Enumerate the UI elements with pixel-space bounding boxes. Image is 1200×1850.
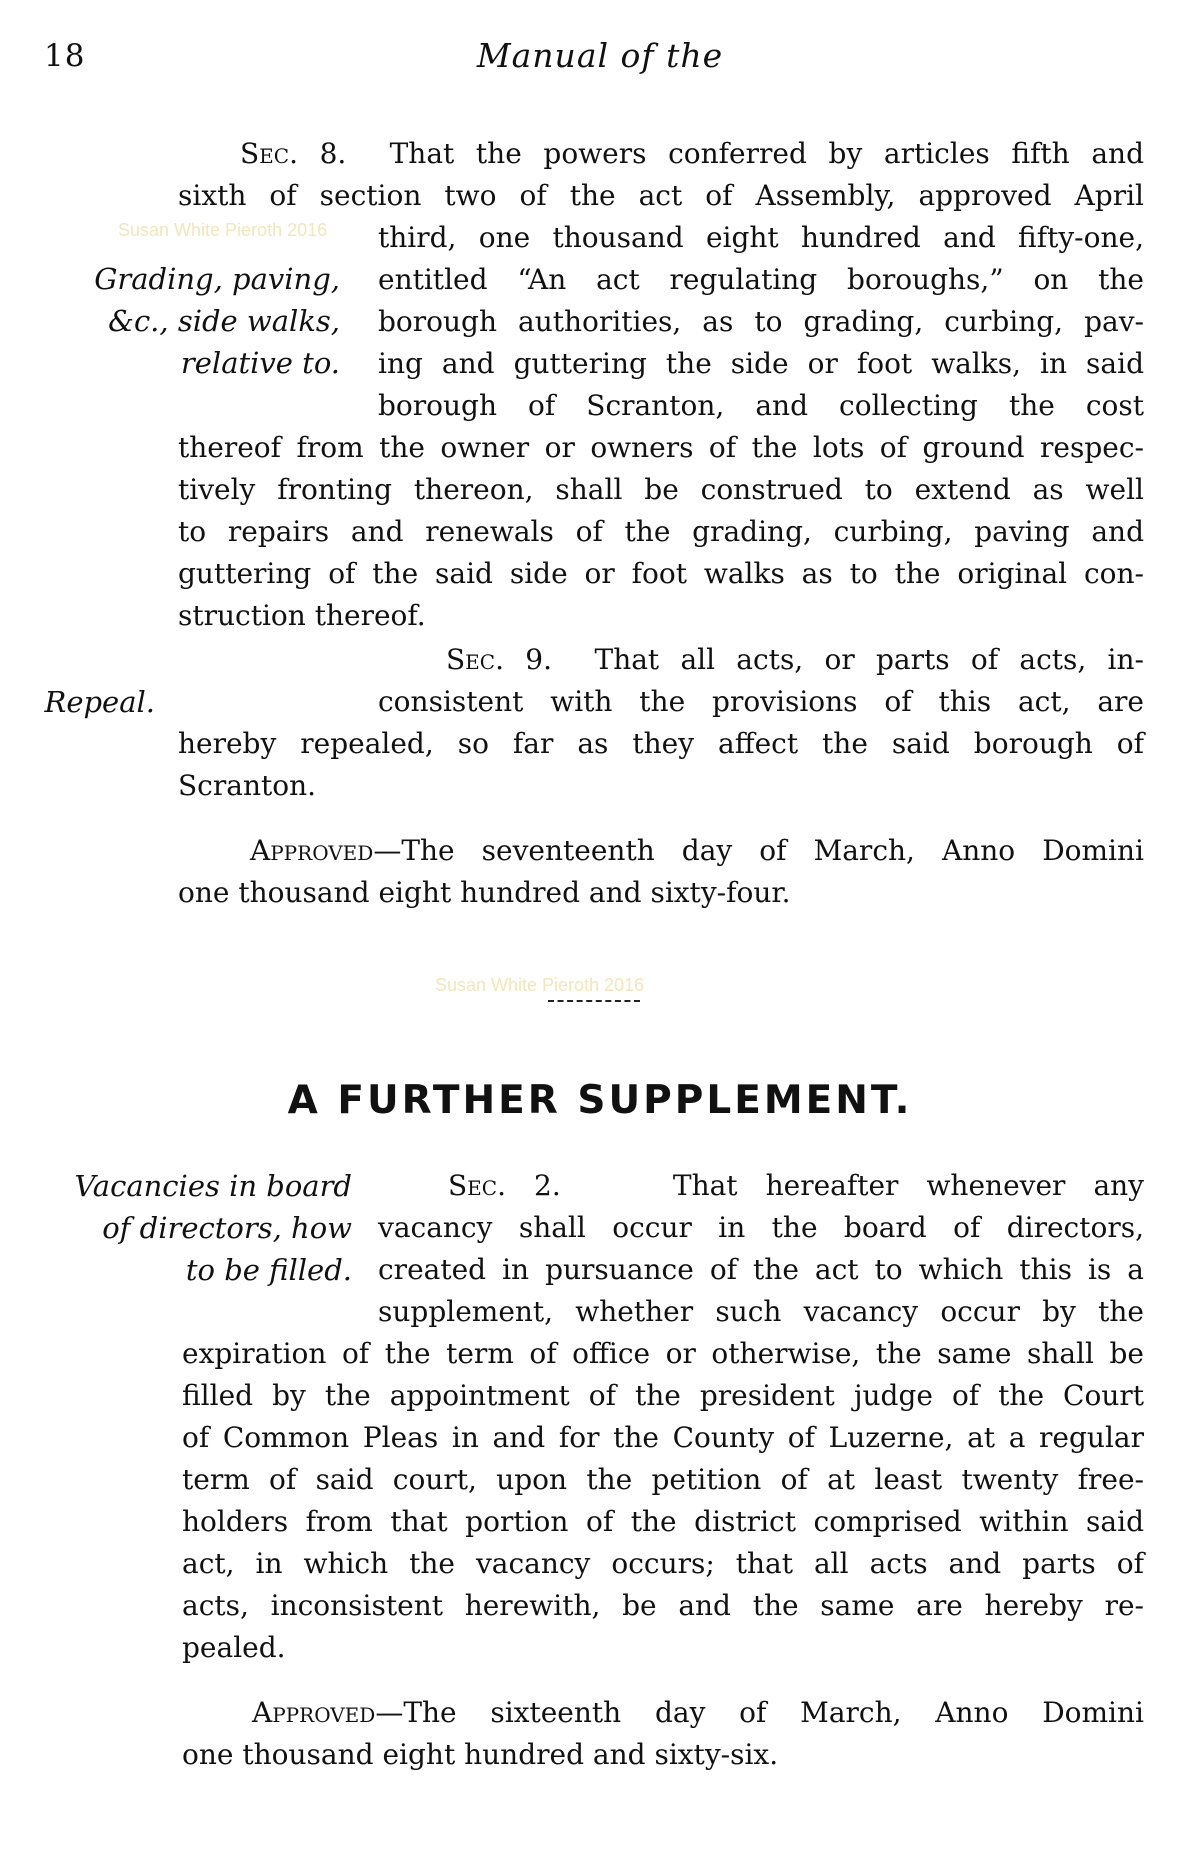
section-label: Sec. 8. (240, 137, 347, 170)
section-9-line: hereby repealed, so far as they affect the said borough of (178, 727, 1144, 760)
running-title: Manual of the (476, 36, 724, 75)
supplement-line: of Common Pleas in and for the County of Luzerne, at a regular (182, 1421, 1144, 1454)
supplement-line: act, in which the vacancy occurs; that all acts and parts of (182, 1547, 1144, 1580)
section-8-line: entitled “An act regulating boroughs,” on the (378, 263, 1144, 296)
supplement-line: vacancy shall occur in the board of directors, (378, 1211, 1144, 1244)
section-8-line: Sec. 8. That the powers conferred by articles fifth and (240, 137, 1144, 170)
approved-label: Approved (250, 834, 374, 867)
supplement-line: holders from that portion of the district comprised within said (182, 1505, 1144, 1538)
watermark: Susan White Pieroth 2016 (435, 975, 645, 995)
section-9-line: Sec. 9. That all acts, or parts of acts, in- (446, 643, 1144, 676)
section-8-line: to repairs and renewals of the grading, curbing, paving and (178, 515, 1144, 548)
section-8-line: third, one thousand eight hundred and fifty-one, (378, 221, 1144, 254)
section-8-line: struction thereof. (178, 599, 426, 632)
supplement-line: filled by the appointment of the president judge of the Court (182, 1379, 1144, 1412)
section-8-line: sixth of section two of the act of Assembly, approved April (178, 179, 1144, 212)
margin-note-line: relative to. (180, 346, 340, 380)
margin-note-vacancies (75, 1165, 352, 1291)
supplement-line: Sec. 2. That hereafter whenever any (448, 1169, 1144, 1202)
approval-line: Approved—The seventeenth day of March, Anno Domini (250, 834, 1144, 867)
approval-line: one thousand eight hundred and sixty-four. (178, 876, 791, 909)
page-number: 18 (44, 38, 86, 74)
section-9-line: Scranton. (178, 769, 317, 802)
section-8-line: tively fronting thereon, shall be construed to extend as well (178, 473, 1144, 506)
section-8-line: guttering of the said side or foot walks as to the original con- (178, 557, 1144, 590)
section-9-line: consistent with the provisions of this act, are (378, 685, 1144, 718)
supplement-line: expiration of the term of office or otherwise, the same shall be (182, 1337, 1144, 1370)
approval-line: Approved—The sixteenth day of March, Anno Domini (252, 1696, 1144, 1729)
margin-note-repeal: Repeal. (44, 685, 155, 719)
approval-line: one thousand eight hundred and sixty-six. (182, 1738, 779, 1771)
approved-label: Approved (252, 1696, 376, 1729)
margin-note-line: of directors, how (102, 1211, 352, 1245)
section-divider (548, 1000, 640, 1002)
supplement-line: created in pursuance of the act to which this is a (378, 1253, 1144, 1286)
margin-note-grading (94, 258, 340, 384)
section-8-line: thereof from the owner or owners of the lots of ground respec- (178, 431, 1144, 464)
section-8-line: borough of Scranton, and collecting the cost (378, 389, 1144, 422)
supplement-line: acts, inconsistent herewith, be and the same are hereby re- (182, 1589, 1144, 1622)
section-label: Sec. 2. (448, 1169, 561, 1202)
section-8-line: borough authorities, as to grading, curbing, pav- (378, 305, 1144, 338)
margin-note-line: Grading, paving, (94, 262, 340, 296)
margin-note-line: &c., side walks, (108, 304, 340, 338)
supplement-line: term of said court, upon the petition of at least twenty free- (182, 1463, 1144, 1496)
supplement-line: supplement, whether such vacancy occur by the (378, 1295, 1144, 1328)
watermark: Susan White Pieroth 2016 (118, 220, 328, 240)
supplement-line: pealed. (182, 1631, 286, 1664)
section-label: Sec. 9. (446, 643, 552, 676)
margin-note-line: to be filled. (185, 1253, 352, 1287)
section-heading: A FURTHER SUPPLEMENT. (287, 1078, 913, 1123)
margin-note-line: Vacancies in board (74, 1169, 352, 1203)
section-8-line: ing and guttering the side or foot walks, in said (378, 347, 1144, 380)
